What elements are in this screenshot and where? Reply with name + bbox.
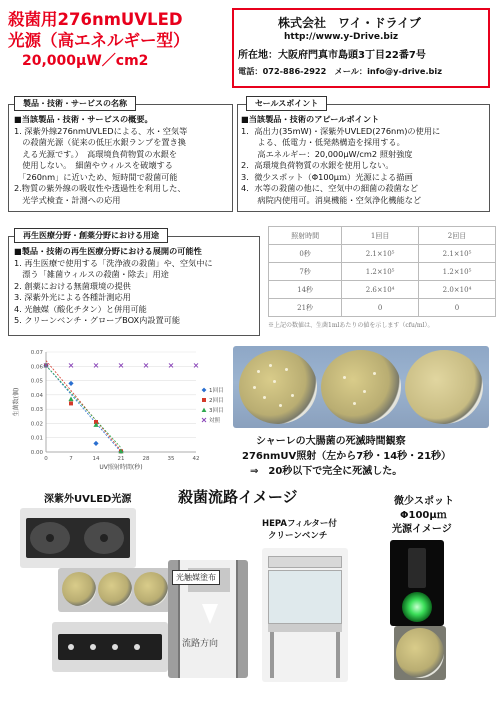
y-tick-label: 0.06 <box>30 364 43 371</box>
y-tick-label: 0.01 <box>30 435 43 442</box>
petri-dish-photo <box>233 346 489 428</box>
x-axis-label: UV照射時間(秒) <box>99 464 143 471</box>
table-cell: 1.2×10⁵ <box>342 263 419 281</box>
x-tick-label: 7 <box>69 456 73 462</box>
observation-line1: シャーレの大腸菌の死滅時間観察 <box>256 436 406 447</box>
y-tick-label: 0.07 <box>30 350 43 356</box>
x-tick-label: 0 <box>44 456 48 462</box>
table-header-cell: 2回目 <box>419 227 496 245</box>
table-row <box>269 281 496 299</box>
products-line: 使用しない。 細菌やウィルスを破壊する <box>14 160 173 170</box>
x-tick-label: 28 <box>142 456 150 462</box>
y-tick-label: 0.02 <box>30 421 43 428</box>
small-dishes-photo <box>58 568 170 612</box>
dish-14s <box>321 350 401 424</box>
legend-label: 対照 <box>209 418 221 424</box>
sales-line: 2．高環境負荷物質の水銀を使用しない。 <box>241 160 394 170</box>
table-cell: 2.1×10⁵ <box>342 245 419 263</box>
sales-text <box>241 114 440 206</box>
table-cell: 2.1×10⁵ <box>419 245 496 263</box>
x-tick-label: 14 <box>92 456 100 462</box>
micro-spot-dish-photo <box>394 626 446 680</box>
table-note: ※上記の数値は、生菌1mlあたりの値を示します（cfu/ml）。 <box>268 322 434 329</box>
table-cell: 1.2×10⁵ <box>419 263 496 281</box>
products-line: ■当該製品・技術・サービスの概要。 <box>14 114 153 124</box>
data-point <box>69 401 73 405</box>
legend-label: 1回目 <box>209 388 224 394</box>
y-tick-label: 0.00 <box>30 450 43 456</box>
sales-line: 1．高出力(35mW)・深紫外UVLED(276nm)の使用に <box>241 125 441 136</box>
sales-heading: セールスポイント <box>246 96 327 111</box>
table-row <box>269 299 496 317</box>
products-line: 1. 深紫外線276nmUVLEDによる、水・空気等 <box>14 125 188 136</box>
y-tick-label: 0.05 <box>30 378 43 385</box>
table-row <box>269 263 496 281</box>
sales-line: 4．水等の殺菌の他に、空気中の細菌の殺菌など <box>241 183 419 193</box>
products-line: 「260nm」に近いため、短時間で殺菌可能 <box>14 171 178 182</box>
uvled-device-photo <box>20 508 136 568</box>
flow-tag: 光触媒塗布 <box>172 570 220 585</box>
x-tick-label: 42 <box>192 456 200 462</box>
regen-text <box>14 246 213 327</box>
regen-line: ■製品・技術の再生医療分野における展開の可能性 <box>14 246 202 256</box>
y-tick-label: 0.03 <box>30 407 43 414</box>
flow-direction-label: 流路方向 <box>182 639 219 649</box>
title-line2: 光源（高エネルギー型） <box>8 31 190 50</box>
spot-label-line1: 微少スポット <box>394 496 454 507</box>
regen-line: 2. 創薬における無菌環境の提供 <box>14 280 131 291</box>
company-website[interactable]: http://www.y-Drive.biz <box>284 32 399 42</box>
table-cell: 14秒 <box>269 281 342 299</box>
spot-label-line2: Φ100μｍ <box>400 510 447 521</box>
results-table-wrap <box>268 226 496 329</box>
dish-21s <box>405 350 483 424</box>
regen-heading: 再生医療分野・創薬分野における用途 <box>14 228 168 243</box>
hepa-label-line2: クリーンベンチ <box>268 531 328 541</box>
hepa-label-line1: HEPAフィルター付 <box>262 519 337 529</box>
sales-line: 3．微少スポット（Φ100μｍ）光源による描画 <box>241 171 413 182</box>
results-table <box>268 226 496 317</box>
table-cell: 0秒 <box>269 245 342 263</box>
micro-spot-photo <box>390 540 444 626</box>
table-header-cell: 照射時間 <box>269 227 342 245</box>
clean-bench-photo <box>262 548 348 682</box>
table-row <box>269 245 496 263</box>
regen-line: 3. 深紫外光による各種計測応用 <box>14 292 131 302</box>
table-cell: 2.6×10⁴ <box>342 281 419 299</box>
company-address: 所在地：大阪府門真市島頭3丁目22番7号 <box>238 50 426 61</box>
regen-line: 1. 再生医療で使用する「洗浄液の殺菌」や、空気中に <box>14 257 213 268</box>
regen-line: 4. 光触媒（酸化チタン）と併用可能 <box>14 303 147 314</box>
dish-7s <box>239 350 317 424</box>
y-tick-label: 0.04 <box>30 392 43 399</box>
company-contact: 電話：072-886-2922 メール：info@y-drive.biz <box>238 66 442 76</box>
products-heading: 製品・技術・サービスの名称 <box>14 96 136 111</box>
observation-line2: 276nmUV照射（左から7秒・14秒・21秒） <box>242 451 452 462</box>
table-cell: 2.0×10⁴ <box>419 281 496 299</box>
sales-line: よる、低電力・低発熱構造を採用する。 <box>241 137 405 147</box>
sales-line: 高エネルギー：20,000μW/cm2 照射強度 <box>241 148 413 159</box>
flow-title: 殺菌流路イメージ <box>178 488 298 506</box>
spot-label-line3: 光源イメージ <box>392 524 452 535</box>
products-text <box>14 114 187 206</box>
sales-line: ■当該製品・技術のアピールポイント <box>241 114 380 124</box>
company-name: 株式会社 ワイ・ドライブ <box>278 16 421 30</box>
products-line: 光学式検査・計測への応用 <box>14 194 121 205</box>
uvled-label: 深紫外UVLED光源 <box>44 494 132 505</box>
table-header-cell: 1回目 <box>342 227 419 245</box>
table-cell: 7秒 <box>269 263 342 281</box>
observation-line3: ⇒ 20秒以下で完全に死滅した。 <box>250 466 403 477</box>
x-tick-label: 35 <box>167 456 175 462</box>
legend-marker <box>202 398 206 402</box>
regen-line: 漂う「雑菌ウィルスの殺菌・除去」用途 <box>14 269 169 279</box>
table-cell: 21秒 <box>269 299 342 317</box>
products-line: の殺菌光源（従来の低圧水銀ランプを置き換 <box>14 137 186 147</box>
legend-label: 2回目 <box>209 398 224 404</box>
led-board-photo <box>52 622 168 672</box>
sales-line: 病院内使用可。消臭機能・空気浄化機能など <box>241 194 422 205</box>
table-cell: 0 <box>419 299 496 317</box>
products-line: 2.物質の紫外線の吸収性や透過性を利用した、 <box>14 183 186 193</box>
products-line: える光源です。） 高環境負荷物質の水銀を <box>14 148 178 159</box>
x-tick-label: 21 <box>117 456 125 462</box>
table-cell: 0 <box>342 299 419 317</box>
table-header-row <box>269 227 496 245</box>
title-line3: 20,000μW／cm2 <box>22 53 149 69</box>
y-axis-label: 生菌数(個) <box>13 387 20 417</box>
regen-line: 5. クリーンベンチ・グローブBOX内設置可能 <box>14 315 181 325</box>
kill-time-chart <box>10 346 238 474</box>
legend-label: 3回目 <box>209 408 224 414</box>
title-line1: 殺菌用276nmUVLED <box>8 10 183 29</box>
